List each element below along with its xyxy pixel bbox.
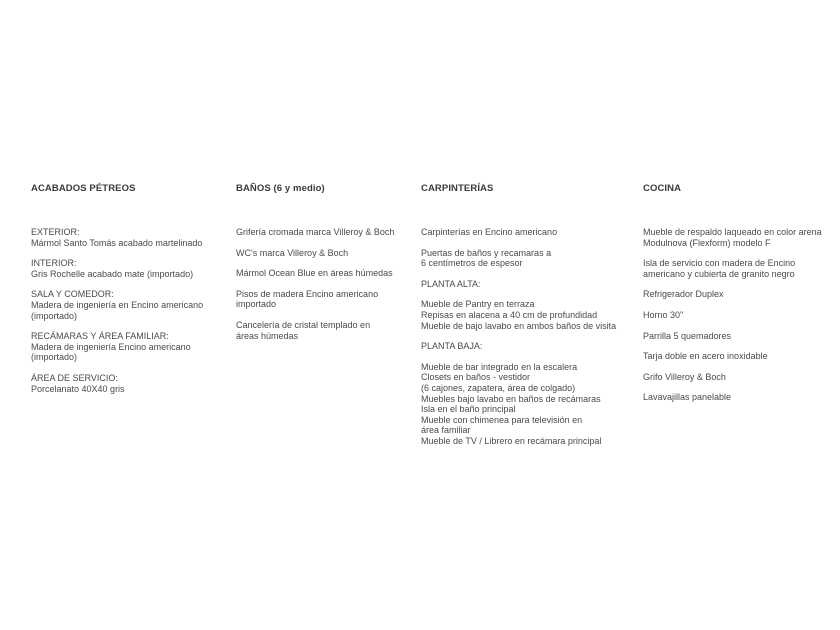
spec-line: Mueble con chimenea para televisión en (421, 414, 583, 425)
spec-line: Repisas en alacena a 40 cm de profundidad (421, 309, 598, 320)
column-banos (236, 183, 411, 351)
column-acabados-petreos (31, 183, 226, 404)
spec-line: (importado) (31, 352, 78, 363)
spec-block (421, 279, 636, 290)
spec-line: Isla en el baño principal (421, 404, 516, 415)
spec-block (421, 299, 636, 331)
spec-block (236, 248, 411, 259)
spec-line: Parrilla 5 quemadores (643, 330, 732, 341)
spec-block (421, 227, 636, 238)
spec-line: RECÁMARAS Y ÁREA FAMILIAR: (31, 331, 169, 342)
spec-line: Horno 30" (643, 309, 684, 320)
spec-line: Mármol Santo Tomás acabado martelinado (31, 237, 203, 248)
spec-line: Puertas de baños y recamaras a (421, 247, 552, 258)
spec-block (643, 392, 833, 403)
spec-line: Mueble de bar integrado en la escalera (421, 361, 578, 372)
spec-block (31, 289, 226, 321)
column-body (31, 227, 226, 394)
spec-line: Closets en baños - vestidor (421, 372, 531, 383)
spec-line: Mueble de TV / Librero en recámara principal (421, 435, 602, 446)
spec-line: Madera de ingeniería Encino americano (31, 341, 191, 352)
spec-line: SALA Y COMEDOR: (31, 289, 114, 300)
column-carpinterias (421, 183, 636, 457)
column-title: ACABADOS PÉTREOS (31, 183, 136, 194)
spec-line: Modulnova (Flexform) modelo F (643, 237, 771, 248)
spec-line: área familiar (421, 425, 471, 436)
spec-block (421, 362, 636, 447)
spec-line: WC's marca Villeroy & Boch (236, 247, 349, 258)
spec-block (421, 248, 636, 269)
spec-block (236, 289, 411, 310)
spec-line: Isla de servicio con madera de Encino (643, 258, 796, 269)
spec-block (643, 351, 833, 362)
spec-line: áreas húmedas (236, 330, 299, 341)
spec-block (643, 289, 833, 300)
spec-line: INTERIOR: (31, 258, 77, 269)
spec-line: Grifería cromada marca Villeroy & Boch (236, 227, 395, 237)
spec-block (236, 320, 411, 341)
spec-line: (importado) (31, 310, 78, 321)
spec-block (31, 373, 226, 394)
spec-line: ÁREA DE SERVICIO: (31, 372, 118, 383)
spec-line: (6 cajones, zapatera, área de colgado) (421, 382, 576, 393)
spec-line: Lavavajillas panelable (643, 392, 732, 403)
spec-block (236, 268, 411, 279)
spec-line: Gris Rochelle acabado mate (importado) (31, 268, 194, 279)
spec-line: Mármol Ocean Blue en áreas húmedas (236, 268, 393, 279)
spec-line: Carpinterías en Encino americano (421, 227, 558, 237)
spec-block (31, 227, 226, 248)
spec-line: Refrigerador Duplex (643, 289, 724, 300)
spec-line: PLANTA ALTA: (421, 278, 481, 289)
column-title: CARPINTERÍAS (421, 183, 494, 194)
spec-line: 6 centímetros de espesor (421, 258, 523, 269)
spec-block (643, 227, 833, 248)
spec-line: Cancelería de cristal templado en (236, 319, 371, 330)
spec-block (643, 310, 833, 321)
spec-block (31, 331, 226, 363)
column-body (643, 227, 833, 403)
spec-line: Grifo Villeroy & Boch (643, 371, 726, 382)
spec-line: Mueble de respaldo laqueado en color arena (643, 227, 822, 237)
spec-line: importado (236, 299, 277, 310)
spec-line: EXTERIOR: (31, 227, 80, 237)
spec-line: PLANTA BAJA: (421, 341, 483, 352)
spec-block (643, 331, 833, 342)
spec-block (236, 227, 411, 238)
column-cocina (643, 183, 833, 413)
spec-block (421, 341, 636, 352)
spec-line: Madera de ingeniería en Encino americano (31, 299, 204, 310)
spec-block (643, 258, 833, 279)
column-body (421, 227, 636, 447)
spec-line: Tarja doble en acero inoxidable (643, 351, 768, 362)
spec-block (31, 258, 226, 279)
spec-line: Mueble de Pantry en terraza (421, 299, 535, 310)
column-title: COCINA (643, 183, 682, 194)
spec-line: Pisos de madera Encino americano (236, 288, 379, 299)
spec-line: americano y cubierta de granito negro (643, 268, 795, 279)
column-body (236, 227, 411, 341)
spec-line: Porcelanato 40X40 gris (31, 383, 125, 394)
spec-line: Muebles bajo lavabo en baños de recámaras (421, 393, 601, 404)
spec-line: Mueble de bajo lavabo en ambos baños de visita (421, 320, 617, 331)
spec-block (643, 372, 833, 383)
column-title: BAÑOS (6 y medio) (236, 183, 325, 194)
